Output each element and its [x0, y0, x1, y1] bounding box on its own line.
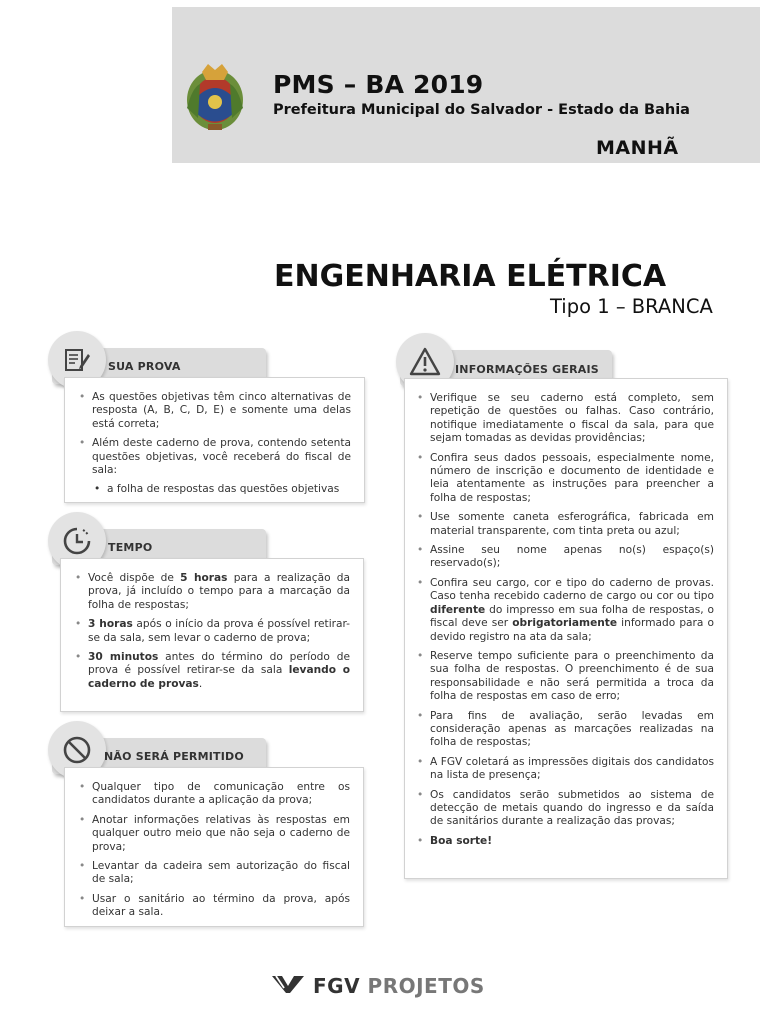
list-item: • Para fins de avaliação, serão levadas em consideração apenas as marcações realizadas na folha de respostas;: [430, 710, 714, 750]
list-item: • Confira seu cargo, cor e tipo do caderno de provas. Caso tenha recebido caderno de cargo ou cor ou tipo diferente do impresso em sua folha de respostas, o fiscal deve ser obrigatoriamente informado para o devido registro na ata da sala;: [430, 577, 714, 644]
exam-sheet-icon: [61, 344, 93, 376]
list-item: • Levantar da cadeira sem autorização do fiscal de sala;: [92, 860, 350, 887]
list-item: • Boa sorte!: [430, 835, 714, 848]
footer-brand-projetos: PROJETOS: [367, 974, 485, 998]
header-subtitle: Prefeitura Municipal do Salvador - Estado da Bahia: [273, 102, 690, 118]
list-item: • Você dispõe de 5 horas para a realização da prova, já incluído o tempo para a marcação da folha de respostas;: [88, 572, 350, 612]
list-item: • Qualquer tipo de comunicação entre os candidatos durante a aplicação da prova;: [92, 781, 350, 808]
list-item: • a folha de respostas das questões objetivas: [107, 483, 351, 496]
list-item: • As questões objetivas têm cinco alternativas de resposta (A, B, C, D, E) e somente uma delas está correta;: [92, 391, 351, 431]
sua-prova-label: SUA PROVA: [108, 360, 181, 373]
list-item: • 3 horas após o início da prova é possível retirar-se da sala, sem levar o caderno de prova;: [88, 618, 350, 645]
list-item: • Além deste caderno de prova, contendo setenta questões objetivas, você receberá do fiscal de sala:: [92, 437, 351, 477]
exam-title: ENGENHARIA ELÉTRICA: [274, 259, 667, 294]
list-item: • Use somente caneta esferográfica, fabricada em material transparente, com tinta preta ou azul;: [430, 511, 714, 538]
footer-brand-fgv: FGV: [313, 974, 361, 998]
nao-permitido-box: [64, 767, 364, 927]
list-item: • Verifique se seu caderno está completo, sem repetição de questões ou falhas. Caso contrário, notifique imediatamente o fiscal da sala, para que sejam tomadas as devidas providências;: [430, 392, 714, 446]
header-title: PMS – BA 2019: [273, 70, 484, 99]
list-item: • Os candidatos serão submetidos ao sistema de detecção de metais quando do ingresso e da saída de sanitários durante a realização das provas;: [430, 789, 714, 829]
prohibited-icon: [61, 734, 93, 766]
tempo-box: [60, 558, 364, 712]
clock-icon: [61, 525, 93, 557]
warning-icon: [409, 346, 441, 378]
list-item: • Usar o sanitário ao término da prova, após deixar a sala.: [92, 893, 350, 920]
nao-permitido-label: NÃO SERÁ PERMITIDO: [104, 750, 244, 763]
coat-of-arms-icon: [184, 58, 246, 134]
list-item: • Reserve tempo suficiente para o preenchimento da sua folha de respostas. O preenchimento é de sua responsabilidade e não será permitida a troca da folha de respostas em caso de erro;: [430, 650, 714, 704]
list-item: • Assine seu nome apenas no(s) espaço(s) reservado(s);: [430, 544, 714, 571]
tempo-label: TEMPO: [108, 541, 153, 554]
fgv-logo-icon: [272, 974, 304, 994]
footer-brand: [313, 974, 485, 998]
list-item: • A FGV coletará as impressões digitais dos candidatos na lista de presença;: [430, 756, 714, 783]
informacoes-box: [404, 378, 728, 879]
sua-prova-box: [64, 377, 365, 503]
informacoes-label: INFORMAÇÕES GERAIS: [455, 363, 599, 376]
list-item: • Confira seus dados pessoais, especialmente nome, número de inscrição e documento de identidade e leia atentamente as instruções para preencher a folha de respostas;: [430, 452, 714, 506]
list-item: • 30 minutos antes do término do período de prova é possível retirar-se da sala levando o caderno de provas.: [88, 651, 350, 691]
list-item: • Anotar informações relativas às respostas em qualquer outro meio que não seja o caderno de prova;: [92, 814, 350, 854]
shift-label: MANHÃ: [596, 137, 679, 159]
exam-type: Tipo 1 – BRANCA: [550, 295, 713, 318]
